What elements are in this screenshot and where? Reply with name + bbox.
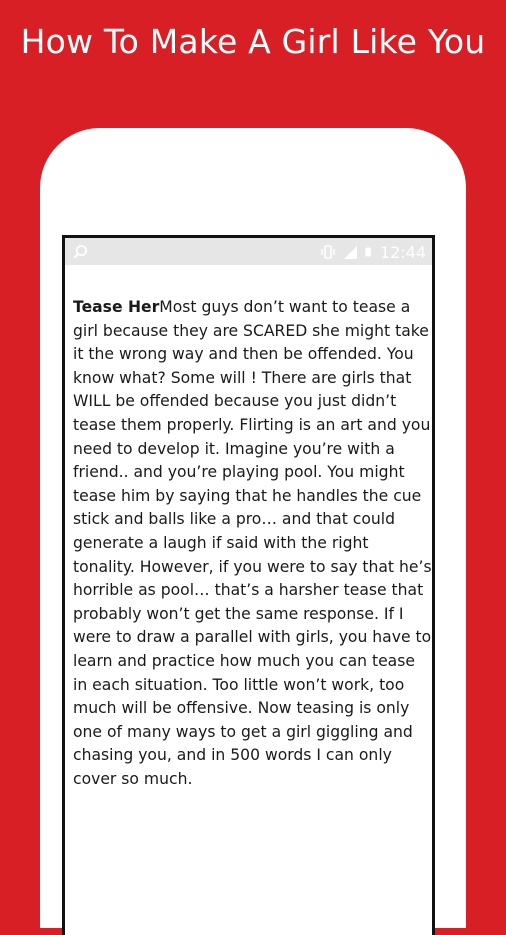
phone-screen [62, 235, 435, 935]
article-text [73, 296, 433, 791]
battery-icon [364, 244, 374, 260]
phone-mockup [40, 128, 466, 928]
signal-icon [342, 244, 358, 260]
banner-title: How To Make A Girl Like You [20, 22, 486, 61]
status-icons [320, 242, 426, 262]
article-body: Most guys don’t want to tease a girl because they are SCARED she might take it the wrong way and then be offended. You know what? Some will ! There are girls that WILL be offended because you just didn’t tease them properly. Flirting is an art and you need to develop it. Imagine you’re with a friend.. and you’re playing pool. You might tease him by saying that he handles the cue stick and balls like a pro… and that could generate a laugh if said with the right tonality. However, if you were to say that he’s horrible as pool… that’s a harsher tease that probably won’t get the same response. If I were to draw a parallel with girls, you have to learn and practice how much you can tease in each situation. Too little won’t work, too much will be offensive. Now teasing is only one of many ways to get a girl giggling and chasing you, and in 500 words I can only cover so much. [73, 298, 432, 788]
vibrate-icon [320, 244, 336, 260]
status-bar [65, 238, 432, 265]
article-heading: Tease Her [73, 298, 160, 316]
notification-icon [73, 244, 88, 259]
status-time: 12:44 [379, 242, 426, 262]
